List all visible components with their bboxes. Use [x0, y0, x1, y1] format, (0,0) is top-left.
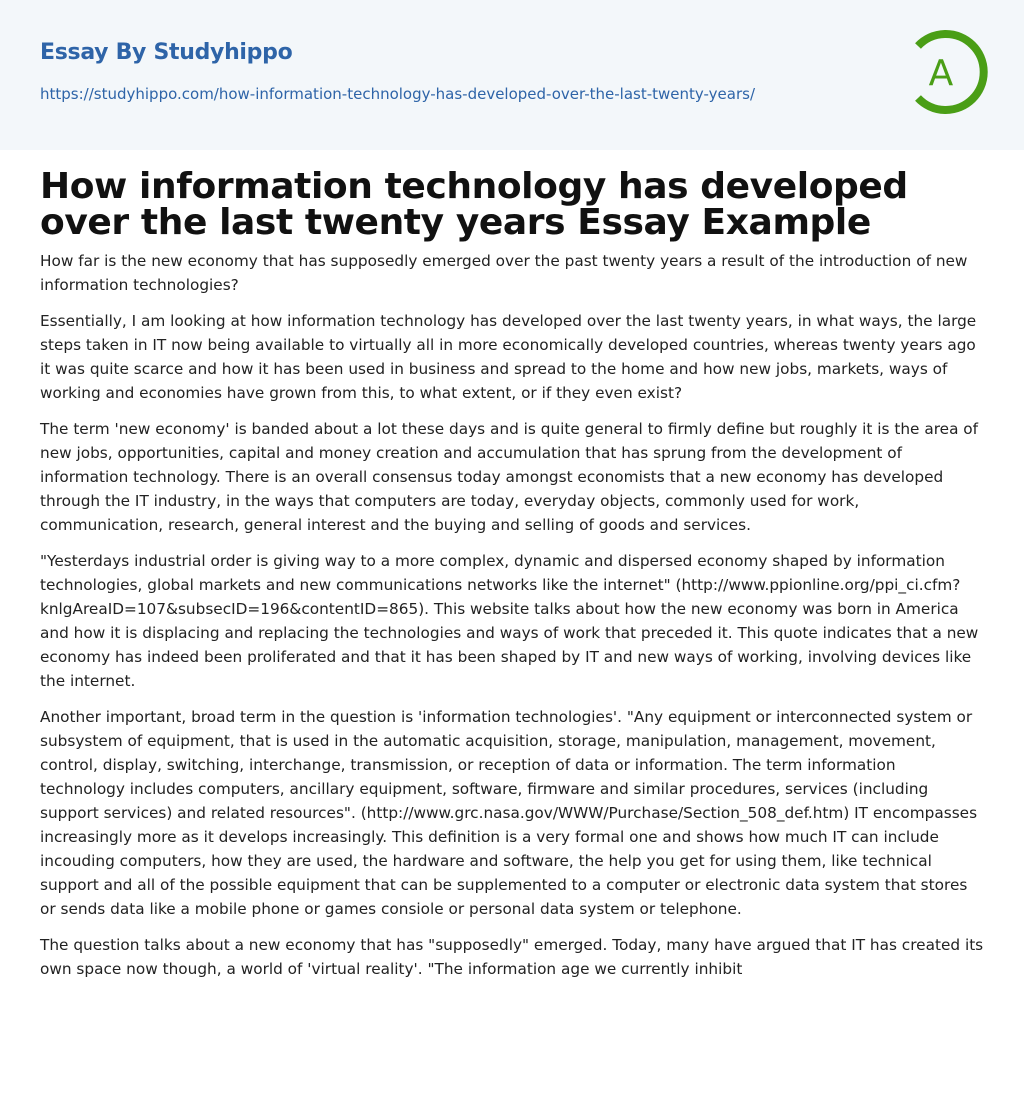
paragraph: The question talks about a new economy that has "supposedly" emerged. Today, many have argued that IT has created its own space now though, a world of 'virtual reality'. "The information age we currently inhibit: [40, 936, 984, 978]
paragraph: Essentially, I am looking at how information technology has developed over the last twenty years, in what ways, the large steps taken in IT now being available to virtually all in more economically developed countries, whereas twenty years ago it was quite scarce and how it has been used in business and spread to the home and how new jobs, markets, ways of working and economies have grown from this, to what extent, or if they even exist?: [40, 312, 977, 402]
logo-letter: A: [928, 53, 954, 94]
article: [0, 150, 1024, 981]
source-url-link[interactable]: https://studyhippo.com/how-information-technology-has-developed-over-the-last-twenty-years/: [40, 85, 755, 103]
studyhippo-logo-icon[interactable]: [908, 28, 988, 116]
brand-title: Essay By Studyhippo: [40, 40, 293, 65]
paragraph: "Yesterdays industrial order is giving way to a more complex, dynamic and dispersed economy shaped by information technologies, global markets and new communications networks like the internet" (http://www.ppionline.org/ppi_ci.cfm?knlgAreaID=107&subsecID=196&contentID=865). This website talks about how the new economy was born in America and how it is displacing and replacing the technologies and ways of work that preceded it. This quote indicates that a new economy has indeed been proliferated and that it has been shaped by IT and new ways of working, involving devices like the internet.: [40, 552, 979, 690]
paragraph: Another important, broad term in the question is 'information technologies'. "Any equipment or interconnected system or subsystem of equipment, that is used in the automatic acquisition, storage, manipulation, management, movement, control, display, switching, interchange, transmission, or reception of data or information. The term information technology includes computers, ancillary equipment, software, firmware and similar procedures, services (including support services) and related resources". (http://www.grc.nasa.gov/WWW/Purchase/Section_508_def.htm) IT encompasses increasingly more as it develops increasingly. This definition is a very formal one and shows how much IT can include incouding computers, how they are used, the hardware and software, the help you get for using them, like technical support and all of the possible equipment that can be supplemented to a computer or electronic data system that stores or sends data like a mobile phone or games consiole or personal data system or telephone.: [40, 708, 978, 918]
article-title: How information technology has developed over the last twenty years Essay Example: [40, 166, 908, 243]
paragraph: How far is the new economy that has supposedly emerged over the past twenty years a result of the introduction of new information technologies?: [40, 252, 968, 294]
paragraph: The term 'new economy' is banded about a lot these days and is quite general to firmly define but roughly it is the area of new jobs, opportunities, capital and money creation and accumulation that has sprung from the development of information technology. There is an overall consensus today amongst economists that a new economy has developed through the IT industry, in the ways that computers are today, everyday objects, commonly used for work, communication, research, general interest and the buying and selling of goods and services.: [40, 420, 979, 534]
site-header: [0, 0, 1024, 150]
